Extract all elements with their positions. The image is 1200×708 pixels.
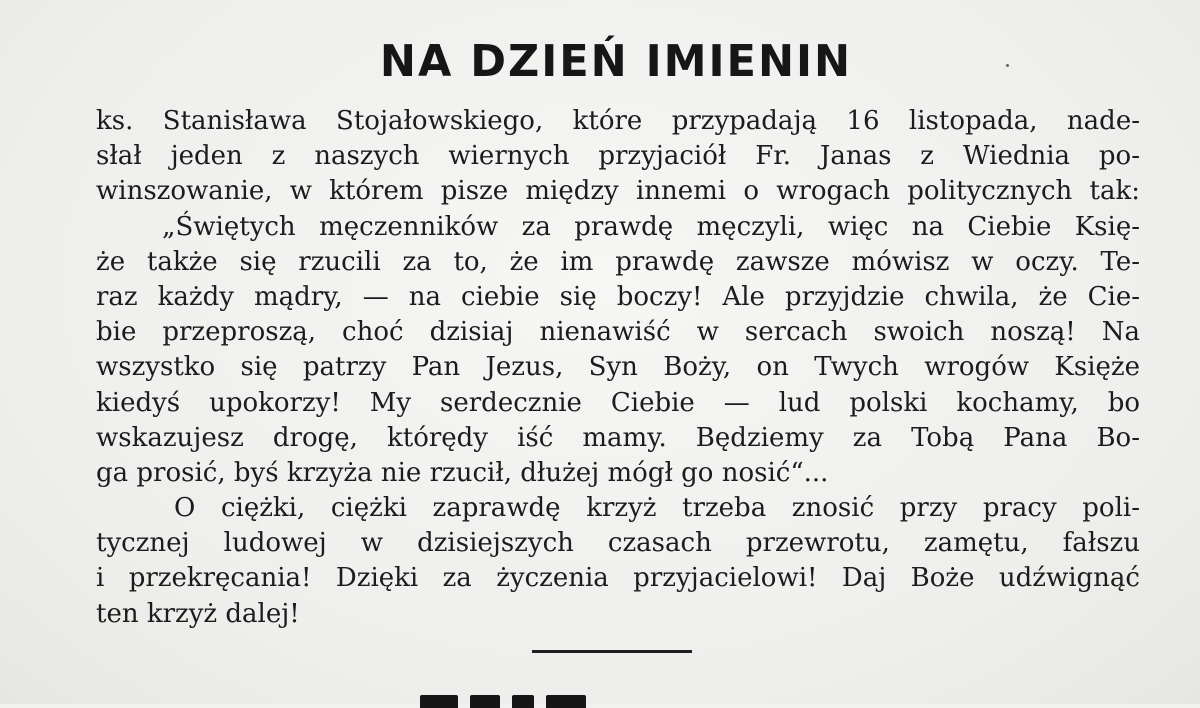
text-line: wszystko się patrzy Pan Jezus, Syn Boży, on Twych wrogów Księże [96,352,1140,383]
text-line: raz każdy mądry, — na ciebie się boczy! Ale przyjdzie chwila, że Cie- [96,281,1140,312]
text-line: kiedyś upokorzy! My serdecznie Ciebie — lud polski kochamy, bo [96,387,1140,418]
text-line: ks. Stanisława Stojałowskiego, które przypadają 16 listopada, nade- [96,106,1140,136]
text-line: i przekręcania! Dzięki za życzenia przyjacielowi! Daj Boże udźwignąć [96,563,1140,594]
text-line: tycznej ludowej w dzisiejszych czasach przewrotu, zamętu, fałszu [96,528,1140,559]
section-divider [532,650,692,653]
article-title: NA DZIEŃ IMIENIN [379,36,853,87]
text-line: słał jeden z naszych wiernych przyjaciół Fr. Janas z Wiednia po- [96,141,1140,172]
text-line: „Świętych męczenników za prawdę męczyli, więc na Ciebie Księ- [162,211,1140,242]
next-heading-fragment [420,694,800,708]
text-line: ten krzyż dalej! [96,598,300,629]
text-line: bie przeproszą, choć dzisiaj nienawiść w sercach swoich noszą! Na [96,317,1140,348]
article-body [96,104,1140,632]
text-line: że także się rzucili za to, że im prawdę zawsze mówisz w oczy. Te- [96,246,1140,277]
text-line: winszowanie, w którem pisze między innemi o wrogach politycznych tak: [96,176,1140,207]
text-line: ga prosić, byś krzyża nie rzucił, dłużej mógł go nosić“... [96,457,829,488]
text-line: O ciężki, ciężki zaprawdę krzyż trzeba znosić przy pracy poli- [174,493,1140,524]
text-line: wskazujesz drogę, którędy iść mamy. Będziemy za Tobą Pana Bo- [96,422,1140,453]
